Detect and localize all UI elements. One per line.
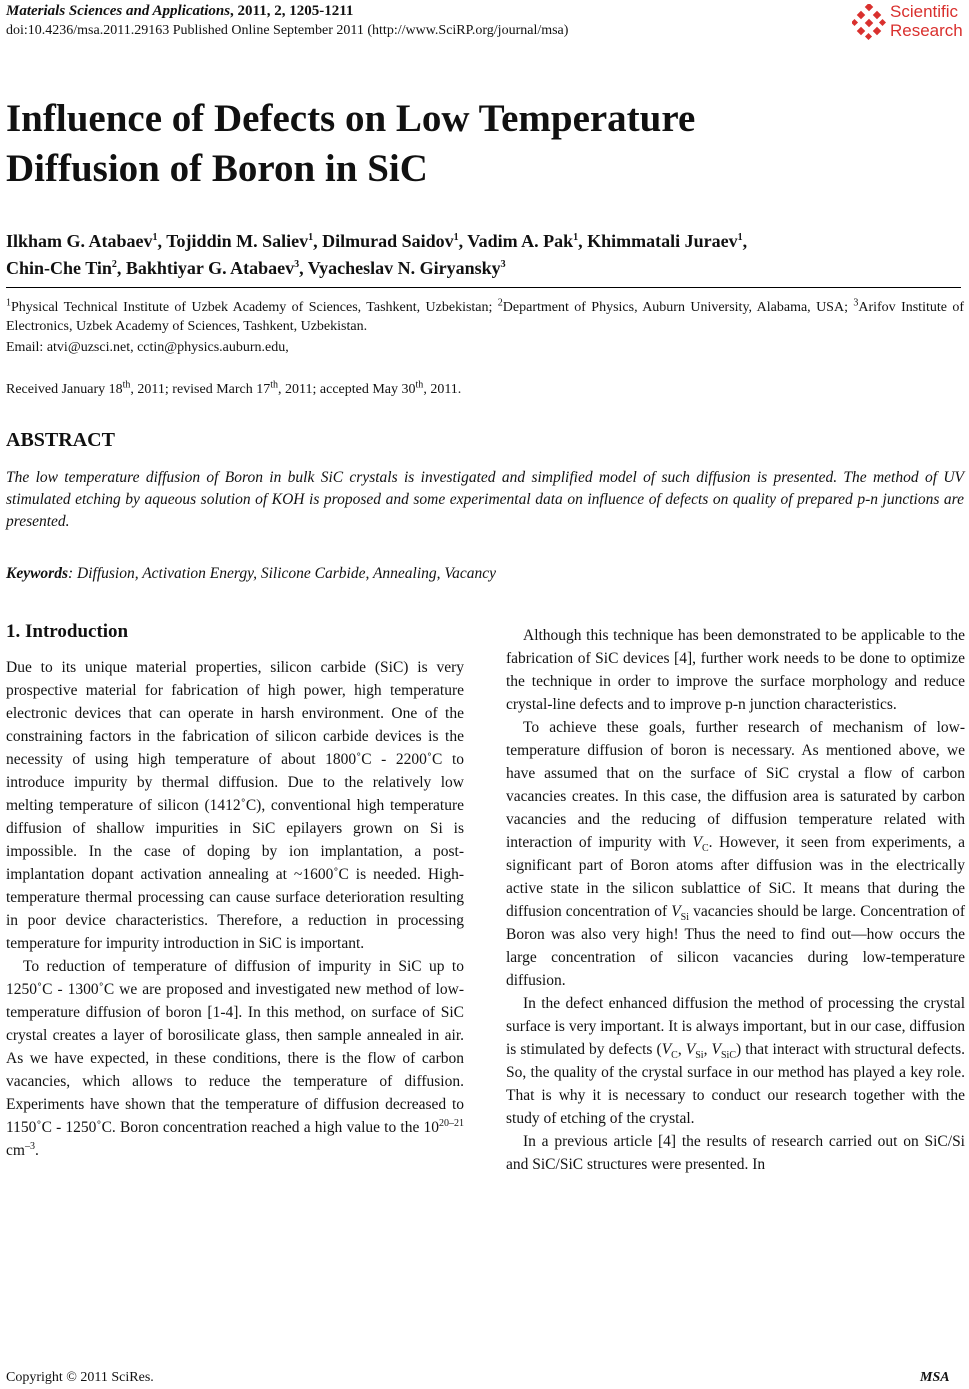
doi-line: doi:10.4236/msa.2011.29163 Published Online September 2011 (http://www.SciRP.org/journal/msa)	[6, 23, 569, 38]
footer-journal-abbr: MSA	[920, 1370, 950, 1385]
paper-title: Influence of Defects on Low Temperature Diffusion of Boron in SiC	[6, 97, 696, 190]
author-list: Ilkham G. Atabaev$^1$, Tojiddin M. Saliev$^1$, Dilmurad Saidov$^1$, Vadim A. Pak$^1$, Khimmatali Juraev$^1$, Chin-Che Tin$^2$, Bakhtiyar G. Atabaev$^3$, Vyacheslav N. Giryansky$^3$	[6, 231, 748, 278]
paragraph: Although this technique has been demonstrated to be applicable to the fabrication of SiC devices [4], further work needs to be done to optimize the technique in order to improve the surface morphology and reduce crystal-line defects and to improve p-n junction characteristics.	[506, 627, 965, 713]
title-divider	[6, 287, 961, 288]
abstract-heading: ABSTRACT	[6, 429, 115, 451]
email-line: Email: atvi@uzsci.net, cctin@physics.auburn.edu,	[6, 340, 289, 355]
section-heading: 1. Introduction	[6, 621, 129, 642]
paragraph: In the defect enhanced diffusion the method of processing the crystal surface is very important. It is always important, but in our case, diffusion is stimulated by defects ($V_C$, $V_{Si}$, $V_{SiC}$) that interact with structural defects. So, the quality of the crystal surface in our method has played a key role. That is why it is necessary to conduct our research together with the study of etching of the crystal.	[506, 995, 966, 1127]
left-column	[6, 656, 464, 1162]
abstract-text: The low temperature diffusion of Boron in bulk SiC crystals is investigated and simplified model of such diffusion is presented. The method of UV stimulated etching by aqueous solution of KOH is proposed and some experimental data on influence of defects on quality of prepared p-n junctions are presented.	[6, 469, 964, 530]
footer-copyright: Copyright © 2011 SciRes.	[6, 1370, 154, 1385]
paragraph: Due to its unique material properties, silicon carbide (SiC) is very prospective material for fabrication of high power, high temperature electronic devices that can operate in harsh environment. One of the constraining factors in the fabrication of silicon carbide devices is the necessity of using high temperature of about 1800˚C - 2200˚C to introduce impurity by thermal diffusion. Due to the relatively low melting temperature of silicon (1412˚C), conventional high temperature diffusion of shallow impurities in SiC epilayers grown on Si is impossible. In the case of doping by ion implantation, a post-implantation dopant activation annealing at ~1600˚C is needed. High-temperature thermal processing can cause surface deterioration resulting in poor device characteristics. Therefore, a reduction in processing temperature for impurity introduction in SiC is important.	[6, 659, 464, 952]
received-dates: Received January 18th, 2011; revised March 17th, 2011; accepted May 30th, 2011.	[6, 379, 462, 397]
scirp-logo-icon	[852, 4, 886, 40]
journal-header: Materials Sciences and Applications, 2011, 2, 1205-1211	[6, 3, 354, 19]
paragraph: To achieve these goals, further research of mechanism of low-temperature diffusion of boron is necessary. As mentioned above, we have assumed that on the surface of SiC crystal a flow of carbon vacancies creates. In this case, the diffusion area is saturated by carbon vacancies and the reducing of diffusion temperature related with interaction of impurity with $V_C$. However, it seen from experiments, a significant part of Boron atoms after diffusion was in the electrically active state in the silicon sublattice of SiC. It means that during the diffusion concentration of $V_{Si}$ vacancies should be large. Concentration of Boron was also very high! Thus the need to find out—how occurs the large concentration of silicon vacancies during low-temperature diffusion.	[506, 719, 966, 989]
paragraph: To reduction of temperature of diffusion of impurity in SiC up to 1250˚C - 1300˚C we are proposed and investigated new method of low-temperature diffusion of boron [1-4]. In this method, on surface of SiC crystal creates a layer of borosilicate glass, then sample annealed in air. As we have expected, in these conditions, there is the flow of carbon vacancies, which allows to reduce the temperature of diffusion. Experiments have shown that the temperature of diffusion decreased to 1150˚C - 1250˚C. Boron concentration reached a high value to the 10$^{20-21}$ $cm^{-3}$.	[6, 958, 464, 1159]
affiliations: $^1$Physical Technical Institute of Uzbek Academy of Sciences, Tashkent, Uzbekistan; $^2$Department of Physics, Auburn University, Alabama, USA; $^3$Arifov Institute of Electronics, Uzbek Academy of Sciences, Tashkent, Uzbekistan.	[6, 297, 964, 334]
keywords: Keywords: Diffusion, Activation Energy, Silicone Carbide, Annealing, Vacancy	[6, 565, 497, 582]
right-column	[506, 624, 965, 1176]
paragraph: In a previous article [4] the results of research carried out on SiC/Si and SiC/SiC structures were presented. In	[506, 1133, 965, 1173]
scirp-logo-text: Scientific Research	[890, 2, 963, 40]
